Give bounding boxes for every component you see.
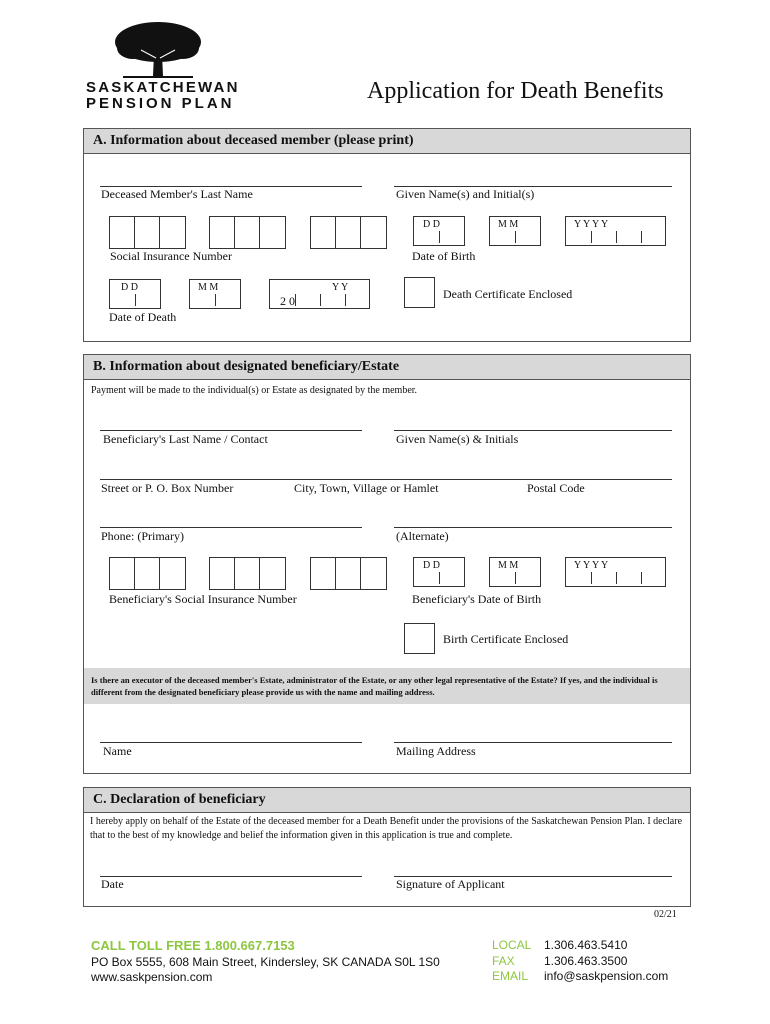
phone-primary-label: Phone: (Primary) [101,529,184,543]
b-dob-month-hint: M M [498,560,519,571]
contact-fax-row [492,954,668,970]
fax-label: FAX [492,953,515,968]
postal-code-label: Postal Code [527,481,585,495]
org-name [86,80,240,112]
beneficiary-last-name-label: Beneficiary's Last Name / Contact [103,432,268,446]
death-certificate-checkbox[interactable] [404,277,435,308]
deceased-dod-label: Date of Death [109,310,177,324]
email-label: EMAIL [492,969,529,983]
birth-certificate-label: Birth Certificate Enclosed [443,632,569,646]
contact-local-row [492,938,668,954]
deceased-dod-year[interactable] [269,279,370,309]
phone-primary-field[interactable] [100,527,362,528]
phone-alternate-field[interactable] [394,527,672,528]
declaration-date-label: Date [101,877,124,891]
dod-year-hint: Y Y [332,282,349,293]
dob-year-hint: Y Y Y Y [574,219,609,230]
deceased-dob-month[interactable] [489,216,541,246]
deceased-given-name-label: Given Name(s) and Initial(s) [396,187,535,201]
executor-mailing-address-label: Mailing Address [396,744,476,758]
executor-mailing-address-field[interactable] [394,742,672,743]
executor-name-label: Name [103,744,132,758]
section-c [83,787,691,907]
deceased-dob-year[interactable] [565,216,666,246]
dob-day-hint: D D [423,219,440,230]
beneficiary-dob-year[interactable] [565,557,666,587]
deceased-last-name-label: Deceased Member's Last Name [101,187,253,201]
deceased-dod-day[interactable] [109,279,161,309]
declaration-date-field[interactable] [100,876,362,877]
street-label: Street or P. O. Box Number [101,481,234,495]
local-phone: 1.306.463.5410 [544,938,628,952]
section-b-heading: B. Information about designated beneficiary/Estate [84,355,690,380]
b-dob-year-hint: Y Y Y Y [574,560,609,571]
deceased-sin-group-3[interactable] [310,216,387,249]
deceased-sin-group-1[interactable] [109,216,186,249]
declaration-text: I hereby apply on behalf of the Estate of the deceased member for a Death Benefit under the provisions of the Saskatchewan Pension Plan. I declare that to the best of my knowledge and belief the information given in this application is true and complete. [90,816,683,841]
dod-day-hint: D D [121,282,138,293]
city-label: City, Town, Village or Hamlet [294,481,439,495]
payment-note: Payment will be made to the individual(s) or Estate as designated by the member. [91,385,418,396]
beneficiary-last-name-field[interactable] [100,430,362,431]
beneficiary-sin-group-2[interactable] [209,557,286,590]
beneficiary-sin-group-3[interactable] [310,557,387,590]
phone-alternate-label: (Alternate) [396,529,449,543]
beneficiary-given-name-field[interactable] [394,430,672,431]
birth-certificate-checkbox[interactable] [404,623,435,654]
dod-year-prefix: 2 0 [280,294,295,308]
tree-logo-icon [113,20,203,82]
beneficiary-address-field[interactable] [100,479,672,480]
org-name-line1: SASKATCHEWAN [86,79,240,96]
section-a-heading: A. Information about deceased member (please print) [84,129,690,154]
fax-number: 1.306.463.3500 [544,953,628,968]
page-title: Application for Death Benefits [367,78,664,104]
beneficiary-sin-label: Beneficiary's Social Insurance Number [109,592,297,606]
form-code: 02/21 [654,909,677,920]
dob-month-hint: M M [498,219,519,230]
signature-label: Signature of Applicant [396,877,505,891]
deceased-dod-month[interactable] [189,279,241,309]
section-b [83,354,691,774]
deceased-dob-label: Date of Birth [412,249,476,263]
section-c-heading: C. Declaration of beneficiary [84,788,690,813]
mailing-address: PO Box 5555, 608 Main Street, Kindersley, SK CANADA S0L 1S0 [91,955,440,969]
org-name-line2: PENSION PLAN [86,95,235,112]
beneficiary-given-name-label: Given Name(s) & Initials [396,432,519,446]
email-address[interactable]: info@saskpension.com [544,969,669,983]
section-a [83,128,691,342]
executor-name-field[interactable] [100,742,362,743]
b-dob-day-hint: D D [423,560,440,571]
toll-free-number: CALL TOLL FREE 1.800.667.7153 [91,938,295,953]
dod-month-hint: M M [198,282,219,293]
contact-block [492,938,668,985]
beneficiary-dob-label: Beneficiary's Date of Birth [412,592,542,606]
executor-question: Is there an executor of the deceased member's Estate, administrator of the Estate, or any other legal representative of the Estate? If yes, and the individual is different from the designated beneficiary please provide us with the name and mailing address. [84,668,690,704]
contact-email-row [492,969,668,985]
deceased-sin-label: Social Insurance Number [110,249,232,263]
beneficiary-sin-group-1[interactable] [109,557,186,590]
deceased-dob-day[interactable] [413,216,465,246]
deceased-sin-group-2[interactable] [209,216,286,249]
beneficiary-dob-month[interactable] [489,557,541,587]
website-link[interactable]: www.saskpension.com [91,970,213,984]
death-certificate-label: Death Certificate Enclosed [443,287,573,301]
local-label: LOCAL [492,938,532,952]
beneficiary-dob-day[interactable] [413,557,465,587]
